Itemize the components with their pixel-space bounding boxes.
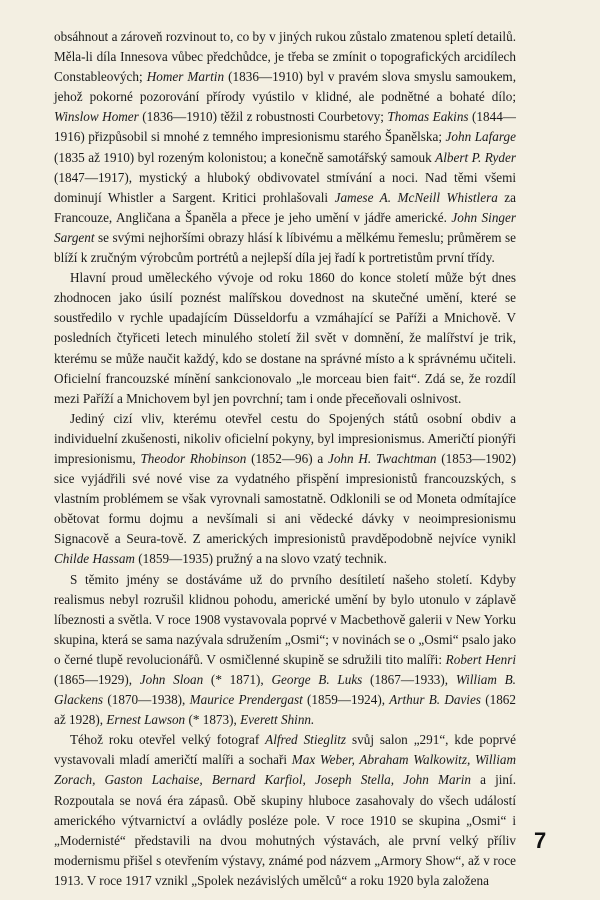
italic-name: Ernest Lawson — [106, 712, 186, 728]
text-run: (1870—1938), — [103, 692, 190, 708]
text-run: Hlavní proud uměleckého vývoje od roku 1860 do konce století může být dnes zhodnocen jako úsilí poznést malířskou dovednost na skutečné umění, které se soustředilo v rychle upadajícím Düsseldorfu a vzmáhající se Paříži a Mnichově. V posledních čtyřiceti letech minulého století žil svět v domnění, že malířství je trik, kterému se může naučit každý, kdo se dostane na správné místo a k správnému učiteli. Oficielní francouzské mínění sankcionovalo „le morceau bien fait“. Zdá se, že rozdíl mezi Paříží a Mnichovem byl jen povrchní; tam i onde přeceňovali oslnivost. — [54, 270, 516, 406]
text-run: a jiní. Rozpoutala se nová éra zápasů. Obě skupiny hluboce zasahovaly do všech událostí amerického výtvarnictví a ovládly posléze pole. V roce 1910 se skupina „Osmi“ i „Modernisté“ představili na dvou mohutných výstavách, ale první velký příliv modernismu přišel s otevřením výstavy, známé pod názvem „Armory Show“, až v roce 1913. V roce 1917 vznikl „Spolek nezávislých umělců“ a roku 1920 byla založena — [54, 772, 516, 888]
italic-name: Arthur B. Davies — [389, 692, 481, 708]
text-run: se svými nejhoršími obrazy hlásí k líbivému a mělkému řemeslu; průměrem se blíží k zručným výrobcům portrétů a nejlepší díla jej řadí k portretistům první třídy. — [54, 229, 516, 266]
text-run: (1862 až 1928), — [54, 692, 516, 728]
italic-name: Childe Hassam — [54, 551, 135, 567]
italic-name: Theodor Rhobinson — [140, 450, 247, 466]
paragraph — [54, 409, 516, 570]
text-run: (* 1873), — [185, 712, 241, 728]
italic-name: John H. Twachtman — [327, 450, 437, 466]
paragraph — [54, 570, 516, 731]
italic-name: John Singer Sargent — [54, 209, 516, 245]
text-run: svůj salon „291“, kde poprvé vystavovali mladí američtí malíři a sochaři — [54, 732, 517, 768]
page-body-text — [54, 27, 516, 891]
italic-name: Homer Martin — [146, 69, 225, 85]
paragraph — [54, 27, 516, 268]
text-run: Téhož roku otevřel velký fotograf — [70, 732, 266, 748]
italic-name: Robert Henri — [445, 651, 516, 667]
italic-name: John Lafarge — [445, 129, 516, 145]
italic-name: Everett Shinn. — [240, 712, 315, 728]
italic-name: John Sloan — [139, 672, 204, 687]
text-run: (1844—1916) přizpůsobil si mnohé z temného impresionismu starého Španělska; — [54, 109, 516, 145]
italic-name: Alfred Stieglitz — [265, 732, 347, 748]
text-run: (1865—1929), — [54, 672, 140, 687]
text-run: Jediný cizí vliv, kterému otevřel cestu do Spojených států osobní obdiv a individuelní zkušenosti, nikoliv oficielní pokyny, byl impresionismus. Američtí pionýři impresionismu, — [54, 410, 516, 466]
italic-name: Jamese A. McNeill Whistlera — [334, 189, 498, 205]
text-run: (1847—1917), mystický a hluboký obdivovatel stmívání a noci. Nad těmi všemi dominují Whistler a Sargent. Kritici prohlašovali — [54, 169, 516, 205]
italic-name: Maurice Prendergast — [189, 692, 303, 708]
text-run: za Francouze, Angličana a Španěla a přece je jeho umění v jádře americké. — [54, 189, 517, 225]
text-run: S těmito jmény se dostáváme už do prvního desítiletí našeho století. Kdyby realismus nebyl rozrušil klidnou pohodu, americké umění by bylo utonulo v záplavě líbeznosti a světla. V roce 1908 vystavovala poprvé v Macbethově galerii v New Yorku skupina, která se sama nazývala sdružením „Osmi“; v novinách se o „Osmi“ psalo jako o černé tlupě revolucionářů. V osmičlenné skupině se sdružili tito malíři: — [54, 571, 516, 667]
italic-name: Thomas Eakins — [387, 109, 469, 125]
text-run: (1835 až 1910) byl rozeným kolonistou; a konečně samotářský samouk — [54, 149, 436, 165]
paragraph — [54, 730, 516, 891]
italic-name: George B. Luks — [271, 672, 363, 687]
text-run: (1836—1910) těžil z robustnosti Courbetovy; — [138, 109, 388, 125]
italic-name: Albert P. Ryder — [435, 149, 516, 165]
page-number: 7 — [534, 828, 547, 853]
italic-name: Winslow Homer — [54, 109, 139, 125]
text-run: (1852—96) a — [246, 450, 328, 466]
paragraph — [54, 268, 516, 409]
text-run: (1859—1924), — [302, 692, 390, 708]
text-run: (1867—1933), — [362, 672, 456, 687]
italic-name: William B. Glackens — [54, 672, 516, 708]
text-run: (* 1871), — [203, 672, 272, 687]
text-run: (1853—1902) sice vyjádřili své nové vise za vydatného přispění impresionistů francouzských, s vlastním problémem se však vyrovnali samostatně. Odklonili se od Moneta odmítajíce obětovat formu dojmu a nevšímali si ani vědecké dávky v neoimpresionismu Signacově a Seurа-tově. Z amerických impresionistů pravděpodobně nejvíce vynikl — [54, 450, 516, 547]
italic-name: Max Weber, Abraham Walkowitz, William Zorach, Gaston Lachaise, Bernard Karfiol, Joseph Stella, John Marin — [54, 752, 516, 788]
text-run: (1859—1935) pružný a na slovo vzatý technik. — [134, 551, 387, 567]
text-run: (1836—1910) byl v pravém slova smyslu samoukem, jehož pokorné pozorování přírody vyústilo v klidné, ale podnětné a bohaté dílo; — [54, 69, 516, 105]
text-run: obsáhnout a zároveň rozvinout to, co by v jiných rukou zůstalo zmatenou spletí detailů. Měla-li díla Innesova vůbec předchůdce, je třeba se zmínit o topografických arcidílech Constableových; — [54, 29, 516, 85]
